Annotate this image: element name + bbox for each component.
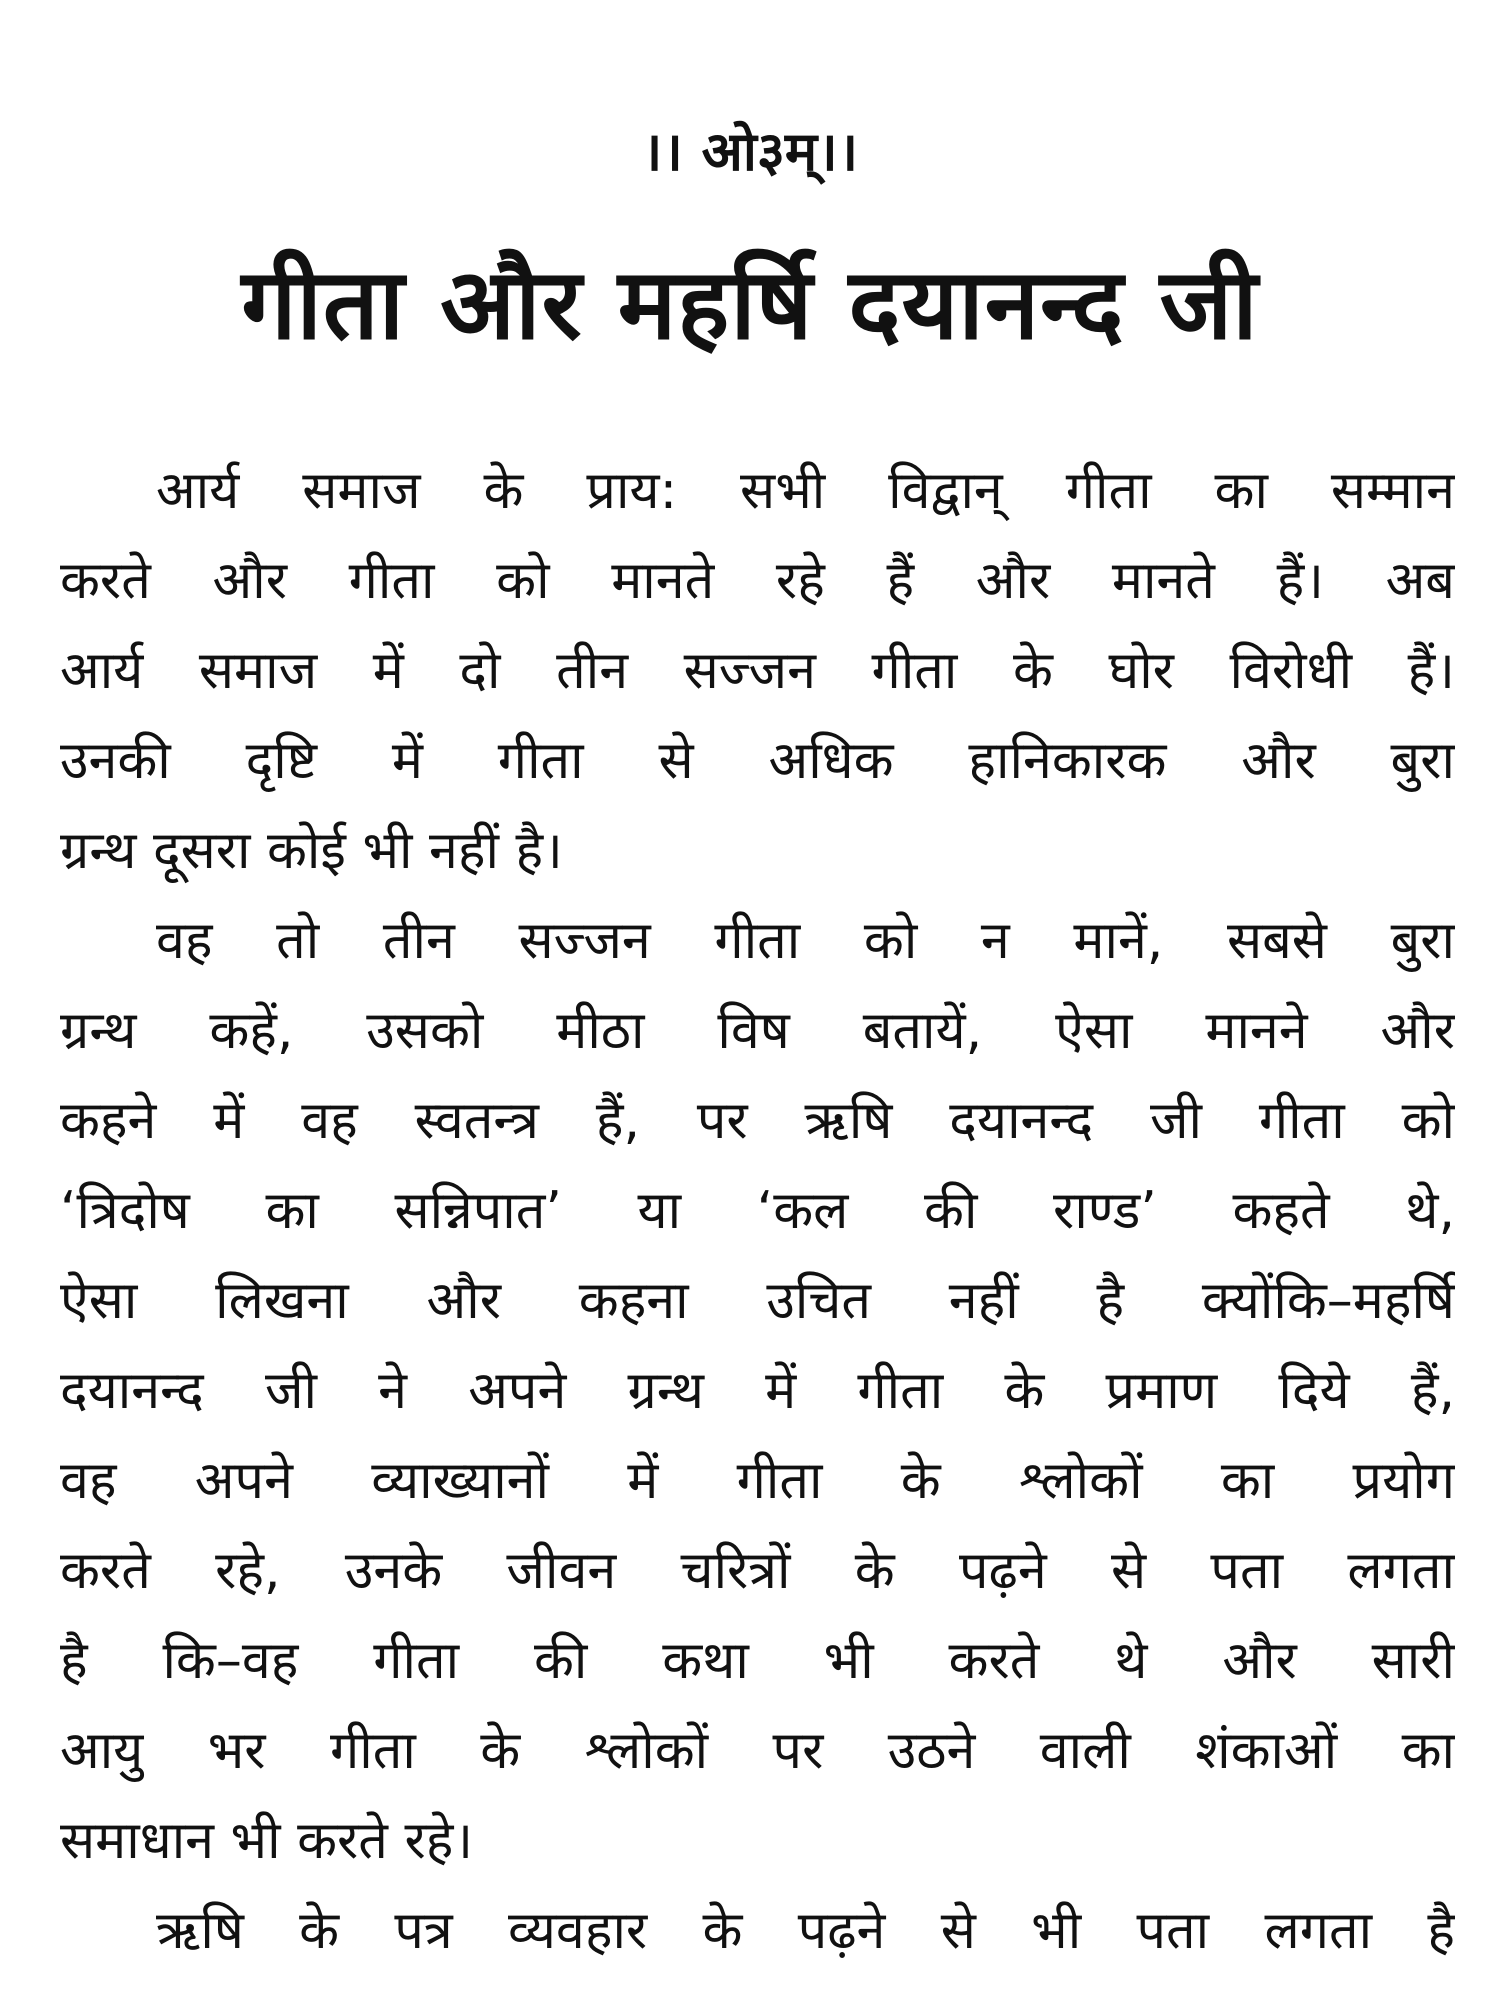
text-line: आर्य समाज में दो तीन सज्जन गीता के घोर विरोधी हैं। [60, 641, 1455, 701]
text-line: ‘त्रिदोष का सन्निपात’ या ‘कल की राण्ड’ कहते थे, [60, 1181, 1455, 1241]
text-line: उनकी दृष्टि में गीता से अधिक हानिकारक और बुरा [60, 731, 1455, 791]
chapter-title: गीता और महर्षि दयानन्द जी [241, 248, 1259, 362]
text-line: ऋषि के पत्र व्यवहार के पढ़ने से भी पता लगता है [156, 1901, 1455, 1961]
text-line: है कि–वह गीता की कथा भी करते थे और सारी [60, 1631, 1455, 1691]
body-text [60, 446, 1455, 1976]
text-line: समाधान भी करते रहे। [60, 1811, 474, 1871]
text-line: ग्रन्थ दूसरा कोई भी नहीं है। [60, 821, 563, 881]
text-line: आयु भर गीता के श्लोकों पर उठने वाली शंकाओं का [60, 1721, 1455, 1781]
text-line: ग्रन्थ कहें, उसको मीठा विष बतायें, ऐसा मानने और [60, 1001, 1455, 1061]
text-line: आर्य समाज के प्राय: सभी विद्वान् गीता का सम्मान [156, 461, 1455, 521]
text-line: करते रहे, उनके जीवन चरित्रों के पढ़ने से पता लगता [60, 1541, 1455, 1601]
text-line: करते और गीता को मानते रहे हैं और मानते हैं। अब [60, 551, 1455, 611]
text-line: कहने में वह स्वतन्त्र हैं, पर ऋषि दयानन्द जी गीता को [60, 1091, 1455, 1151]
text-line: वह तो तीन सज्जन गीता को न मानें, सबसे बुरा [156, 911, 1455, 971]
text-line: दयानन्द जी ने अपने ग्रन्थ में गीता के प्रमाण दिये हैं, [60, 1361, 1455, 1421]
invocation-heading: ।। ओ३म्।। [641, 120, 859, 183]
text-line: ऐसा लिखना और कहना उचित नहीं है क्योंकि–महर्षि [60, 1271, 1455, 1331]
text-line: वह अपने व्याख्यानों में गीता के श्लोकों का प्रयोग [60, 1451, 1455, 1511]
